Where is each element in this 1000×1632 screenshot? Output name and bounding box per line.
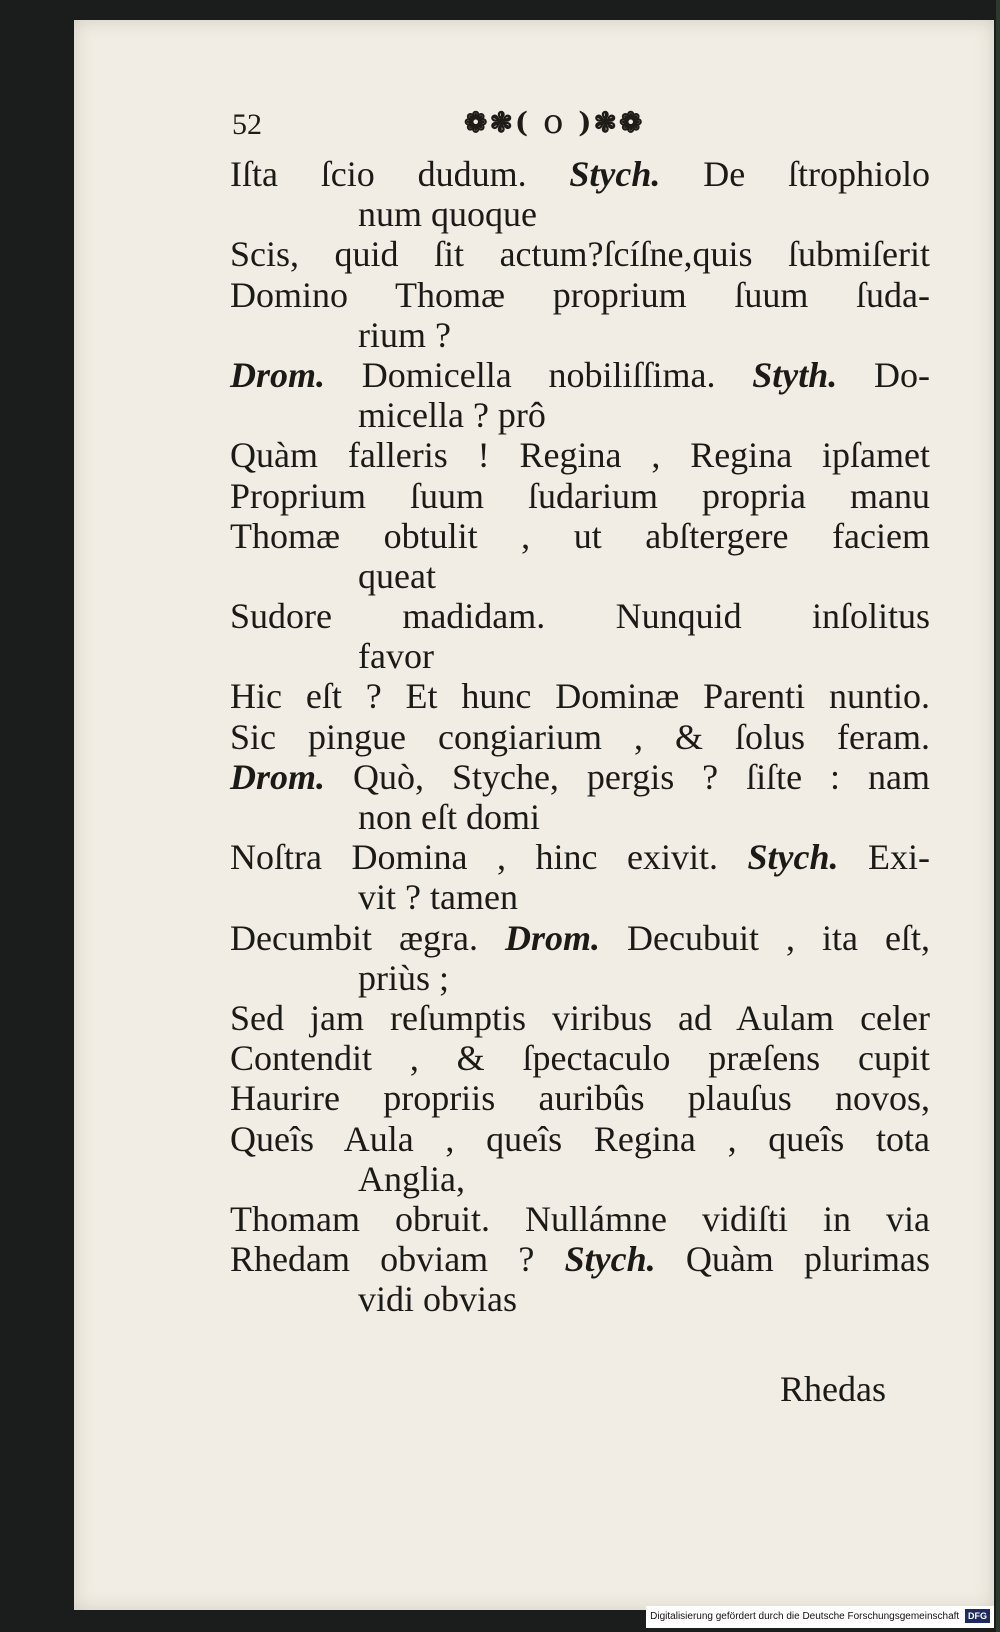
line-text: Queîs Aula , queîs Regina , queîs tota xyxy=(230,1118,930,1159)
text-line xyxy=(230,918,930,958)
line-text: queat xyxy=(358,555,436,596)
text-line xyxy=(230,234,930,274)
page-number: 52 xyxy=(232,108,262,141)
speaker-name: Stych. xyxy=(569,154,661,194)
line-text: Domino Thomæ proprium ſuum ſuda- xyxy=(230,274,930,315)
line-text: num quoque xyxy=(358,194,537,235)
text-line xyxy=(230,315,930,355)
speaker-name: Drom. xyxy=(230,354,326,395)
text-line xyxy=(230,797,930,837)
text-line xyxy=(230,275,930,315)
text-line xyxy=(230,998,930,1038)
line-text: vit ? tamen xyxy=(358,877,518,918)
line-text: De ſtrophiolo xyxy=(703,154,930,194)
line-text: priùs ; xyxy=(358,957,450,998)
line-text: Rhedam obviam ? xyxy=(230,1239,535,1280)
line-text: Contendit , & ſpectaculo præſens cupit xyxy=(230,1038,930,1079)
text-line xyxy=(230,1279,930,1319)
line-text: non eſt domi xyxy=(358,797,540,837)
line-text: Domicella nobiliſſima. xyxy=(361,354,716,395)
line-text: Anglia, xyxy=(358,1158,465,1199)
text-line xyxy=(230,154,930,194)
ornament-center: o xyxy=(542,102,566,142)
text-line xyxy=(230,395,930,435)
line-text: Do- xyxy=(874,354,931,395)
text-line xyxy=(230,717,930,757)
text-line xyxy=(230,636,930,676)
text-line xyxy=(230,1199,930,1239)
text-line xyxy=(230,958,930,998)
text-line xyxy=(230,194,930,234)
text-line xyxy=(230,355,930,395)
text-line xyxy=(230,1038,930,1078)
text-line xyxy=(230,556,930,596)
text-line xyxy=(230,516,930,556)
speaker-name: Drom. xyxy=(230,756,326,797)
line-text: Hic eſt ? Et hunc Dominæ Parenti nuntio. xyxy=(230,676,930,717)
line-text: Sic pingue congiarium , & ſolus feram. xyxy=(230,716,930,757)
ornament-right-icon: )❃❁ xyxy=(578,105,645,139)
ornament-left-icon: ❁❃( xyxy=(464,105,531,139)
dfg-logo: DFG xyxy=(965,1609,990,1623)
line-text: rium ? xyxy=(358,314,451,355)
catchword: Rhedas xyxy=(780,1369,886,1409)
text-line xyxy=(230,837,930,877)
text-line xyxy=(230,676,930,716)
text-line xyxy=(230,1239,930,1279)
text-line xyxy=(230,1159,930,1199)
line-text: Quò, Styche, pergis ? ſiſte : nam xyxy=(352,756,930,797)
speaker-name: Drom. xyxy=(504,917,600,958)
verse-text xyxy=(230,154,930,1319)
speaker-name: Stych. xyxy=(564,1239,656,1280)
header-ornament xyxy=(464,100,644,142)
text-line xyxy=(230,476,930,516)
line-text: Decumbit ægra. xyxy=(230,917,478,958)
line-text: Thomæ obtulit , ut abſtergere faciem xyxy=(230,515,930,556)
digitization-credit xyxy=(646,1606,994,1628)
line-text: vidi obvias xyxy=(358,1279,517,1320)
line-text: Exi- xyxy=(868,837,930,878)
line-text: favor xyxy=(358,636,434,677)
line-text: Noſtra Domina , hinc exivit. xyxy=(230,837,718,878)
line-text: micella ? prô xyxy=(358,395,546,436)
line-text: Scis, quid ſit actum?ſcíſne,quis ſubmiſerit xyxy=(230,234,930,275)
text-line xyxy=(230,435,930,475)
line-text: Sudore madidam. Nunquid inſolitus xyxy=(230,596,930,637)
text-line xyxy=(230,757,930,797)
page-header xyxy=(226,100,906,150)
line-text: Decubuit , ita eſt, xyxy=(627,917,930,958)
line-text: Quàm plurimas xyxy=(685,1239,931,1280)
speaker-name: Styth. xyxy=(752,354,838,395)
line-text: Thomam obruit. Nullámne vidiſti in via xyxy=(230,1198,930,1239)
line-text: Iſta ſcio dudum. xyxy=(230,154,527,194)
speaker-name: Stych. xyxy=(747,837,839,878)
credit-text: Digitalisierung gefördert durch die Deutsche Forschungsgemeinschaft xyxy=(650,1611,960,1622)
book-edge xyxy=(996,0,1000,1632)
line-text: Haurire propriis auribûs plauſus novos, xyxy=(230,1078,930,1119)
text-line xyxy=(230,877,930,917)
text-line xyxy=(230,1119,930,1159)
text-line xyxy=(230,596,930,636)
text-line xyxy=(230,1078,930,1118)
line-text: Proprium ſuum ſudarium propria manu xyxy=(230,475,930,516)
line-text: Sed jam reſumptis viribus ad Aulam celer xyxy=(230,997,930,1038)
line-text: Quàm falleris ! Regina , Regina ipſamet xyxy=(230,435,930,476)
